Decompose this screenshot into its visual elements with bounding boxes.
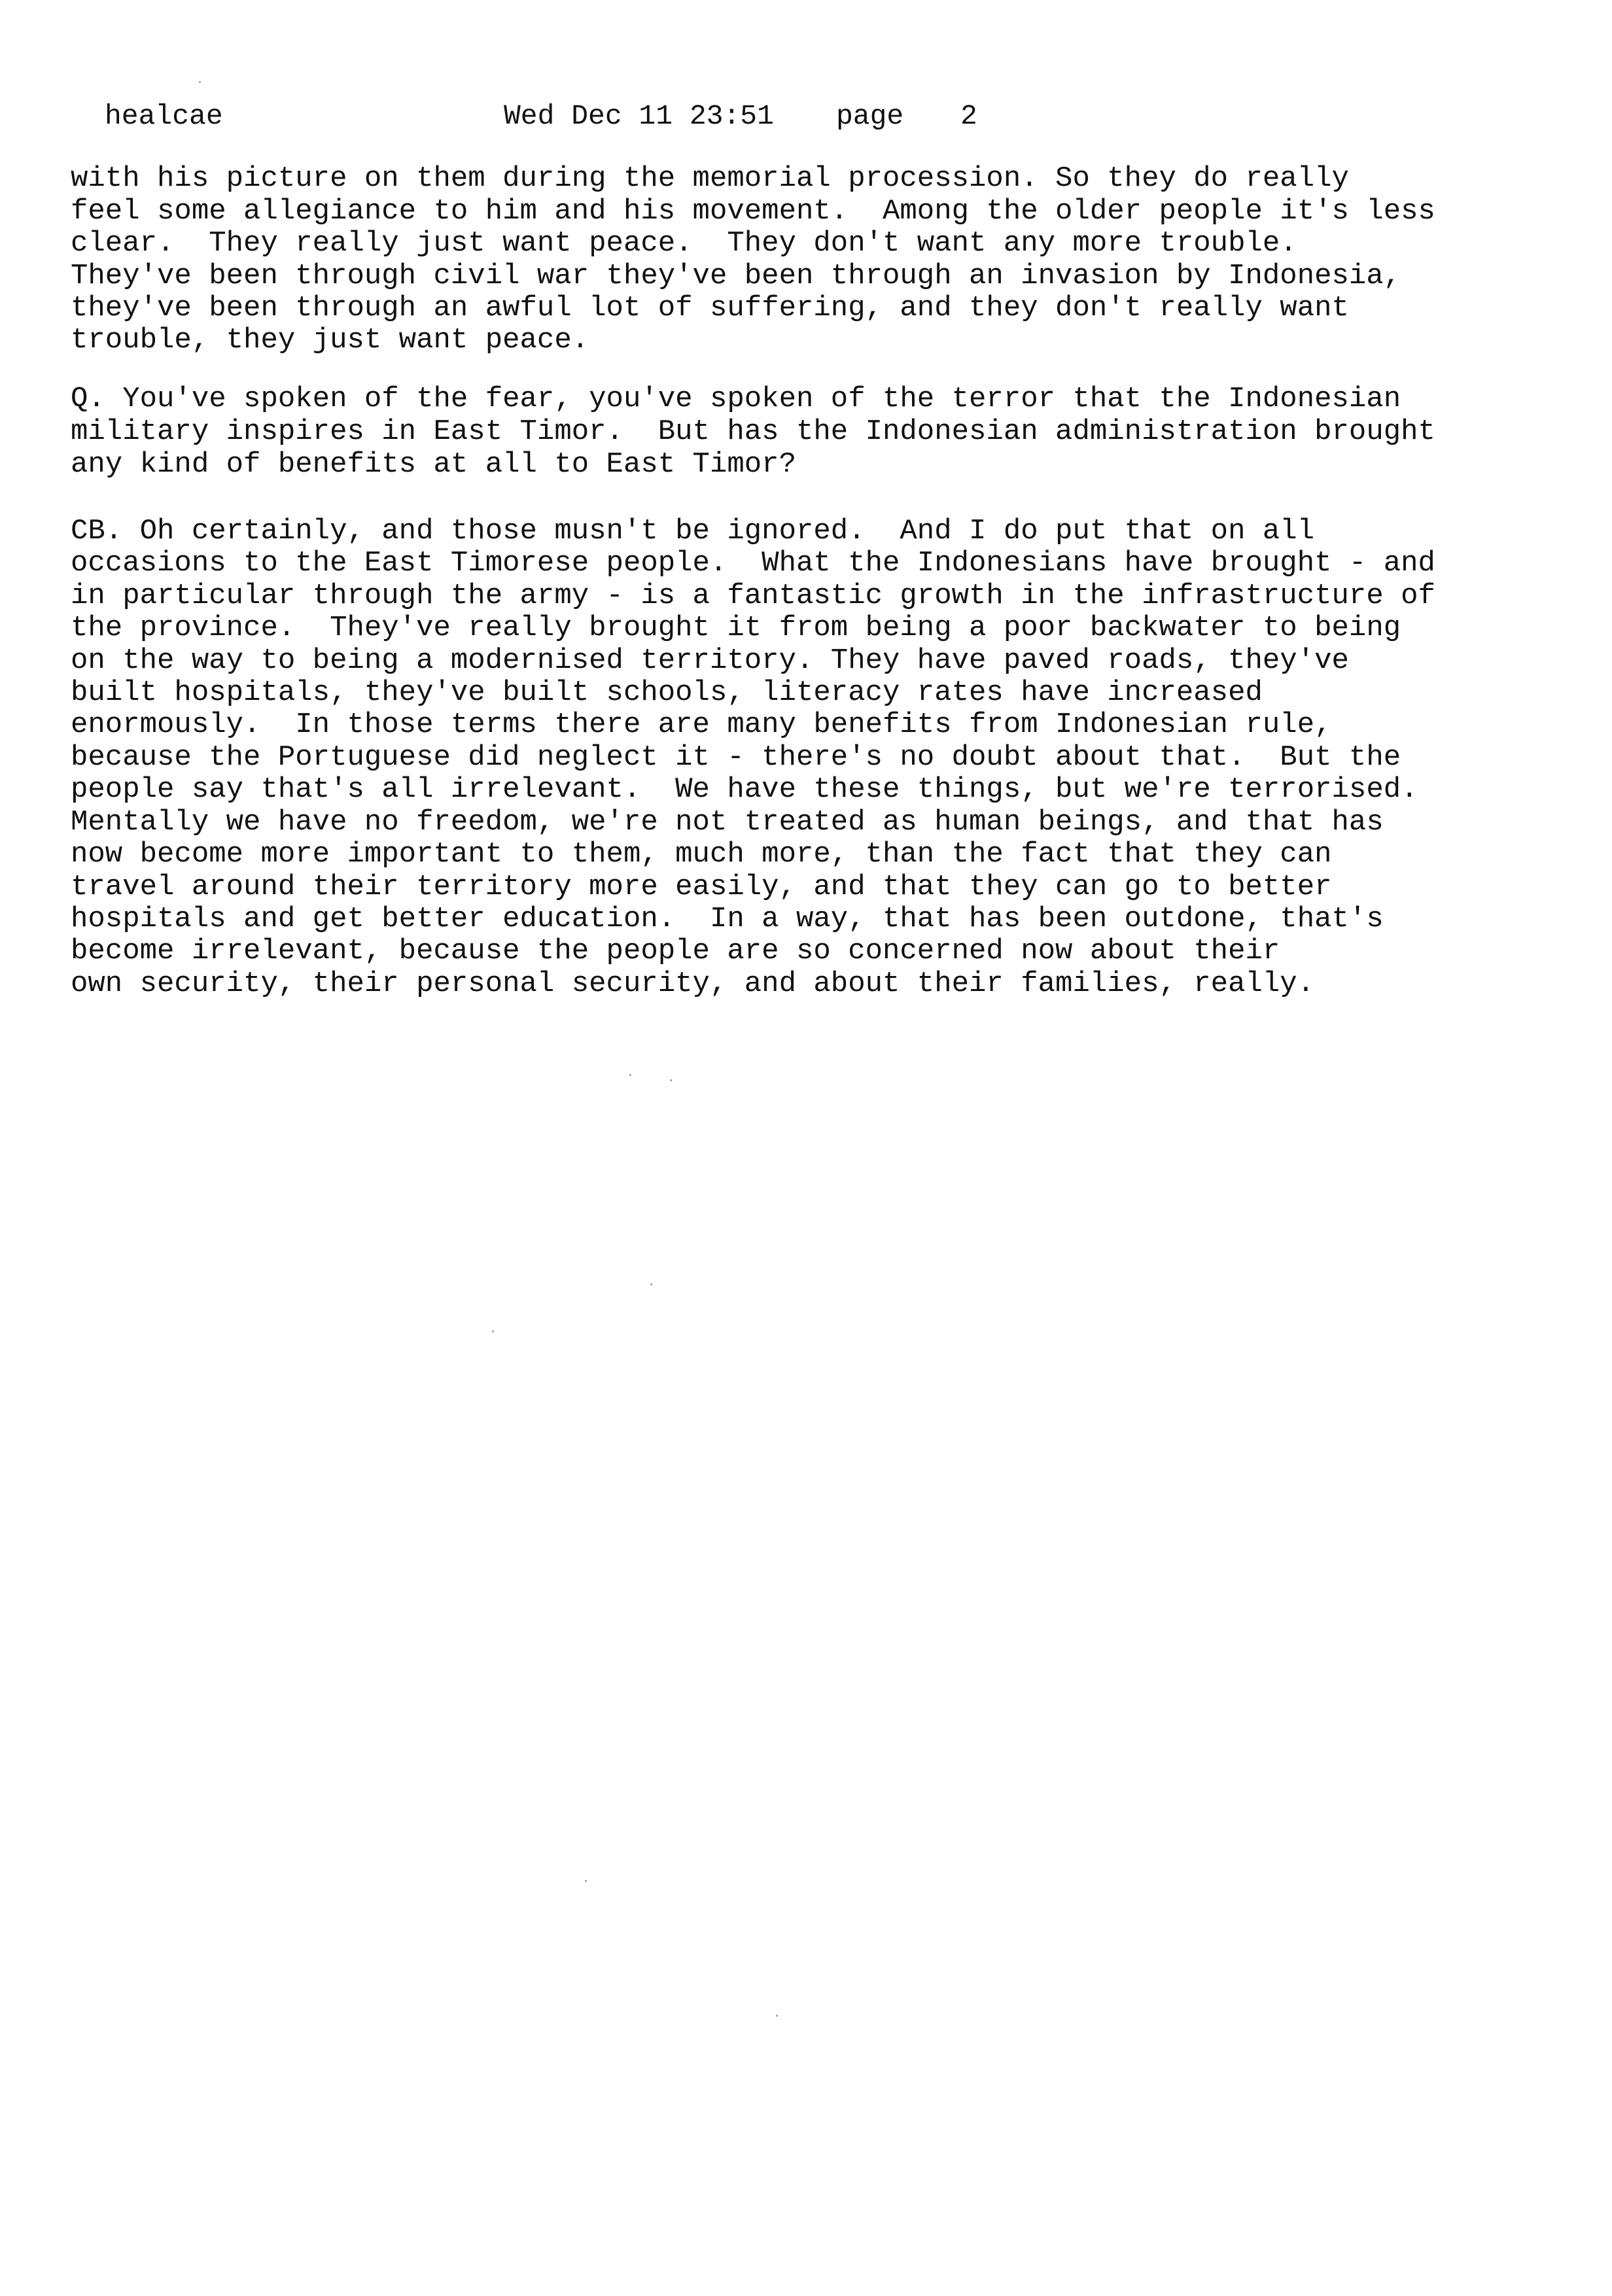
text-line: Mentally we have no freedom, we're not treated as human beings, and that has [71, 806, 1384, 839]
text-line: occasions to the East Timorese people. What the Indonesians have brought - and [71, 547, 1435, 580]
header-filename: healcae [105, 100, 223, 132]
text-line: hospitals and get better education. In a way, that has been outdone, that's [71, 903, 1384, 935]
header-page-number: 2 [960, 100, 977, 132]
text-line: people say that's all irrelevant. We have these things, but we're terrorised. [71, 773, 1418, 806]
text-line: any kind of benefits at all to East Timor? [71, 448, 796, 481]
page-header [0, 98, 1612, 135]
text-line: built hospitals, they've built schools, literacy rates have increased [71, 676, 1263, 709]
text-line: on the way to being a modernised territory. They have paved roads, they've [71, 644, 1349, 677]
text-line: become irrelevant, because the people are so concerned now about their [71, 935, 1280, 967]
text-line: own security, their personal security, and about their families, really. [71, 967, 1315, 1000]
text-line: trouble, they just want peace. [71, 324, 589, 357]
text-line: military inspires in East Timor. But has the Indonesian administration brought [71, 415, 1435, 448]
text-line: now become more important to them, much more, than the fact that they can [71, 838, 1332, 871]
text-line: the province. They've really brought it from being a poor backwater to being [71, 612, 1401, 644]
scan-speck [670, 1079, 672, 1081]
scan-speck [199, 81, 201, 83]
scan-speck [776, 2015, 778, 2017]
header-datetime: Wed Dec 11 23:51 [504, 100, 774, 132]
scan-speck [492, 1331, 494, 1332]
text-line: clear. They really just want peace. They don't want any more trouble. [71, 227, 1297, 260]
scan-speck [650, 1283, 652, 1285]
text-line: in particular through the army - is a fantastic growth in the infrastructure of [71, 580, 1435, 612]
scan-speck [629, 1074, 631, 1076]
text-line: Q. You've spoken of the fear, you've spoken of the terror that the Indonesian [71, 383, 1401, 415]
text-line: feel some allegiance to him and his movement. Among the older people it's less [71, 195, 1435, 228]
text-line: because the Portuguese did neglect it - there's no doubt about that. But the [71, 741, 1401, 774]
text-line: travel around their territory more easily, and that they can go to better [71, 871, 1332, 903]
text-line: CB. Oh certainly, and those musn't be ignored. And I do put that on all [71, 515, 1315, 548]
scan-speck [585, 1880, 587, 1882]
text-line: with his picture on them during the memorial procession. So they do really [71, 162, 1349, 195]
text-line: enormously. In those terms there are many benefits from Indonesian rule, [71, 708, 1332, 741]
text-line: they've been through an awful lot of suffering, and they don't really want [71, 292, 1349, 324]
header-page-label: page [836, 100, 904, 132]
text-line: They've been through civil war they've been through an invasion by Indonesia, [71, 260, 1401, 292]
